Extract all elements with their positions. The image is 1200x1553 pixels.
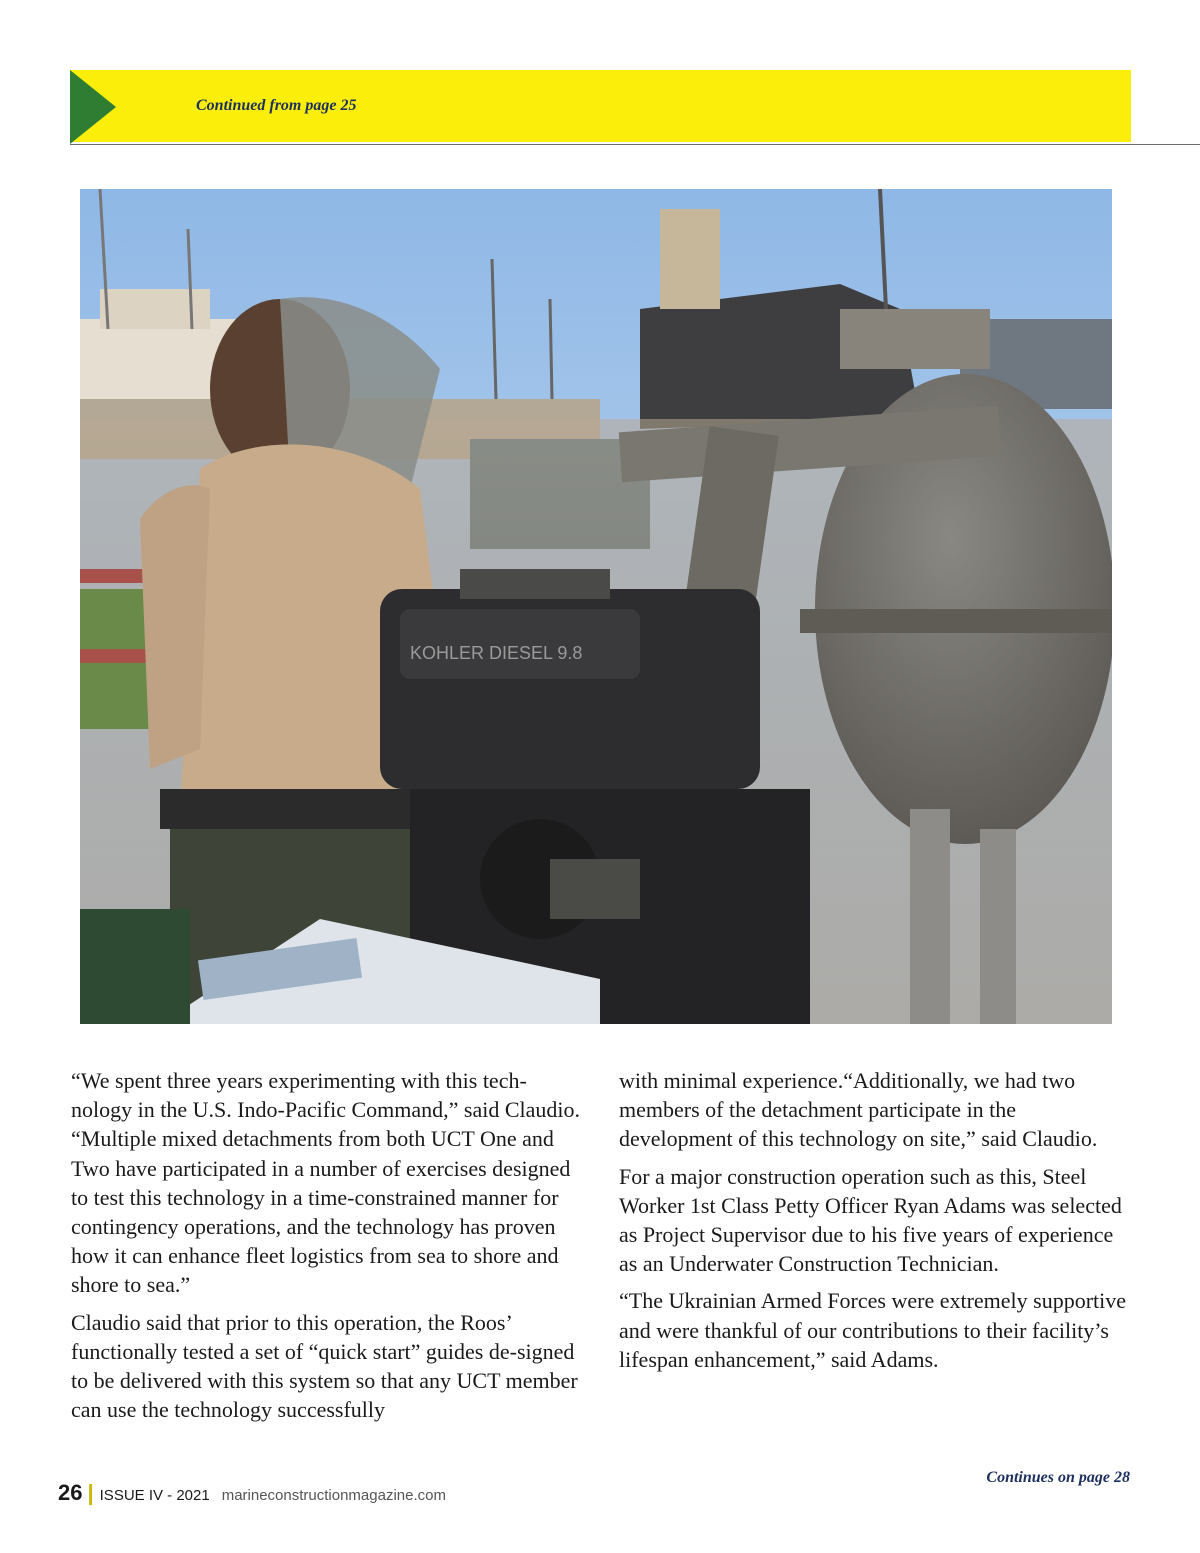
article-paragraph: “The Ukrainian Armed Forces were extremely supportive and were thankful of our contributions to their facility’s lifespan enhancement,” said Adams. [619,1288,1127,1372]
page-number: 26 [58,1480,83,1505]
article-paragraph: with minimal experience.“Additionally, we had two members of the detachment participate in the development of this technology on site,” said Claudio. [619,1068,1098,1152]
article-paragraph: For a major construction operation such as this, Steel Worker 1st Class Petty Officer Ryan Adams was selected as Project Supervisor due to his five years of experience as an Underwater Construction Technician. [619,1163,1122,1277]
arrow-icon [70,70,116,144]
issue-label: ISSUE IV - 2021 [99,1487,210,1504]
engine-brand-text: KOHLER DIESEL 9.8 [410,643,583,663]
header-rule [70,144,1200,145]
website-link[interactable]: marineconstructionmagazine.com [221,1487,446,1504]
article-paragraph: “We spent three years experimenting with this tech-nology in the U.S. Indo-Pacific Command,” said Claudio. “Multiple mixed detachments from both UCT One and Two have participated in a number of exercises designed to test this technology in a time-constrained manner for contingency operations, and the technology has proven how it can enhance fleet logistics from sea to shore and shore to sea.” [71,1068,580,1298]
footer-separator: | [87,1480,94,1505]
article-photo [80,189,1112,1024]
continued-from-label: Continued from page 25 [196,97,357,114]
continues-on-label: Continues on page 28 [986,1469,1130,1486]
article-column-right [619,1066,1134,1382]
article-paragraph: Claudio said that prior to this operation, the Roos’ functionally tested a set of “quick start” guides de-signed to be delivered with this system so that any UCT member can use the technology successfully [71,1309,578,1423]
article-column-left [71,1066,586,1432]
page-footer [58,1480,446,1510]
